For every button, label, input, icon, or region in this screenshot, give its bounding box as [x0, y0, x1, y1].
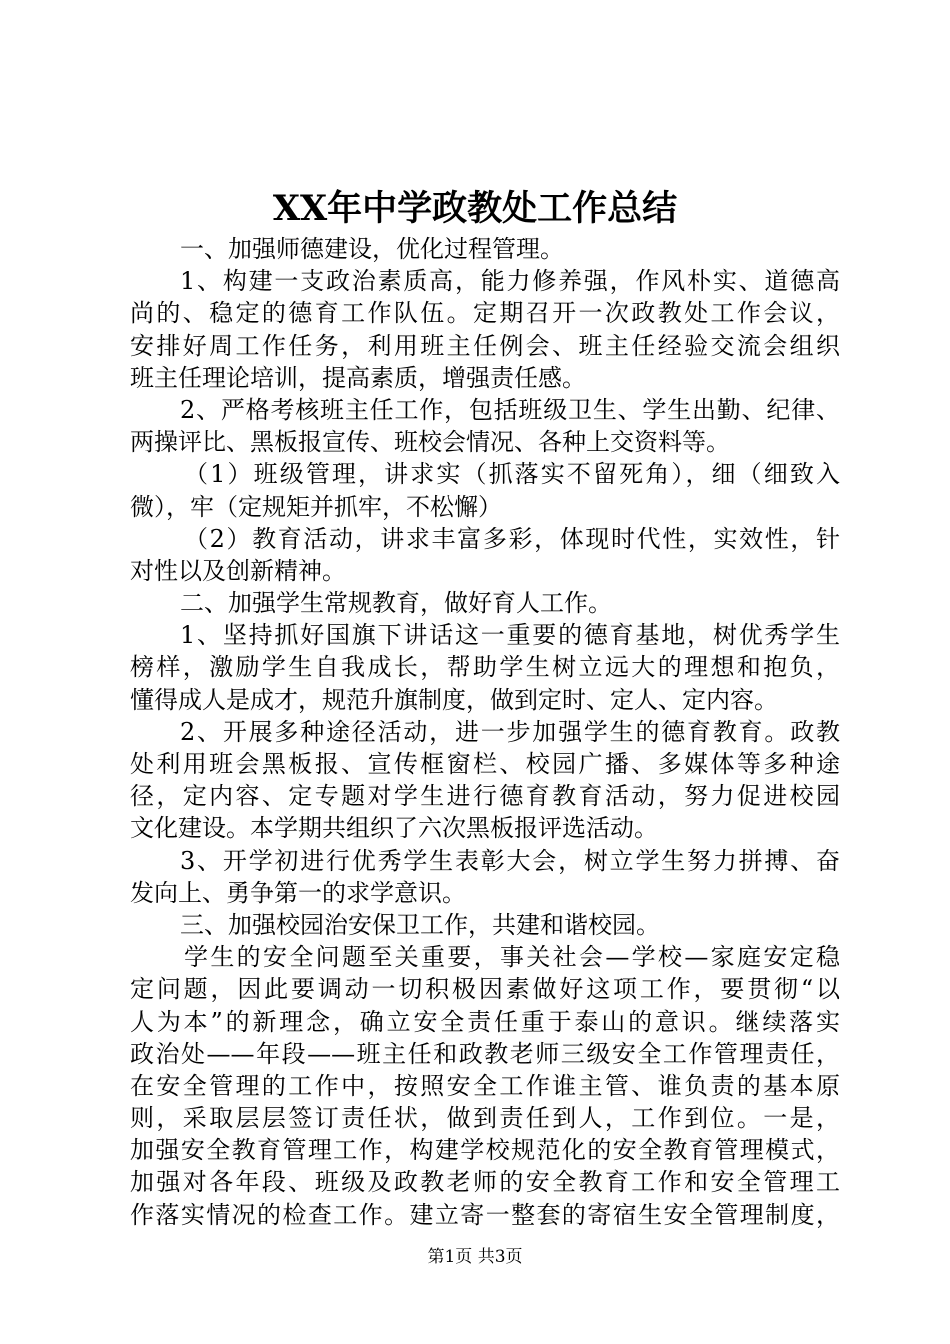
paragraph-line: （2）教育活动，讲求丰富多彩，体现时代性，实效性，针: [184, 524, 840, 553]
paragraph-line: 则，采取层层签订责任状，做到责任到人，工作到位。一是，: [130, 1104, 840, 1133]
paragraph-line: 尚的、稳定的德育工作队伍。定期召开一次政教处工作会议，: [130, 299, 840, 328]
paragraph-line: 政治处——年段——班主任和政教老师三级安全工作管理责任，: [130, 1039, 840, 1068]
paragraph-line: 班主任理论培训，提高素质，增强责任感。: [130, 363, 586, 392]
paragraph-line: 加强安全教育管理工作，构建学校规范化的安全教育管理模式，: [130, 1136, 840, 1165]
paragraph-line: 发向上、勇争第一的求学意识。: [130, 878, 466, 907]
paragraph-line: 两操评比、黑板报宣传、班校会情况、各种上交资料等。: [130, 428, 730, 457]
section-heading: 一、加强师德建设，优化过程管理。: [180, 235, 564, 263]
document-title: XX年中学政教处工作总结: [272, 188, 678, 229]
paragraph-line: 人为本”的新理念，确立安全责任重于泰山的意识。继续落实: [130, 1007, 840, 1036]
section-heading: 三、加强校园治安保卫工作，共建和谐校园。: [180, 910, 660, 939]
section-heading: 二、加强学生常规教育，做好育人工作。: [180, 589, 612, 618]
paragraph-line: 作落实情况的检查工作。建立寄一整套的寄宿生安全管理制度，: [130, 1200, 840, 1229]
paragraph-line: 3、开学初进行优秀学生表彰大会，树立学生努力拼搏、奋: [180, 846, 840, 875]
paragraph-line: 学生的安全问题至关重要，事关社会—学校—家庭安定稳: [184, 943, 840, 972]
paragraph-line: 定问题，因此要调动一切积极因素做好这项工作，要贯彻“以: [130, 975, 840, 1004]
paragraph-line: 榜样，激励学生自我成长，帮助学生树立远大的理想和抱负，: [130, 653, 840, 682]
paragraph-line: 1、构建一支政治素质高，能力修养强，作风朴实、道德高: [180, 267, 840, 296]
paragraph-line: 懂得成人是成才，规范升旗制度，做到定时、定人、定内容。: [130, 685, 778, 714]
paragraph-line: 径，定内容、定专题对学生进行德育教育活动，努力促进校园: [130, 782, 840, 811]
paragraph-line: 文化建设。本学期共组织了六次黑板报评选活动。: [130, 814, 658, 843]
paragraph-line: 加强对各年段、班级及政教老师的安全教育工作和安全管理工: [130, 1168, 840, 1197]
paragraph-line: 在安全管理的工作中，按照安全工作谁主管、谁负责的基本原: [130, 1071, 840, 1100]
paragraph-line: 2、严格考核班主任工作，包括班级卫生、学生出勤、纪律、: [180, 395, 840, 424]
document-body: [130, 233, 840, 1231]
paragraph-line: 处利用班会黑板报、宣传框窗栏、校园广播、多媒体等多种途: [130, 750, 840, 778]
page-number: 第1页 共3页: [427, 1247, 523, 1267]
paragraph-line: （1）班级管理，讲求实（抓落实不留死角），细（细致入: [184, 460, 840, 489]
paragraph-line: 安排好周工作任务，利用班主任例会、班主任经验交流会组织: [130, 331, 840, 360]
paragraph-line: 对性以及创新精神。: [130, 556, 346, 585]
paragraph-line: 微），牢（定规矩并抓牢，不松懈）: [130, 492, 502, 521]
paragraph-line: 2、开展多种途径活动，进一步加强学生的德育教育。政教: [180, 717, 840, 746]
paragraph-line: 1、坚持抓好国旗下讲话这一重要的德育基地，树优秀学生: [180, 621, 840, 650]
